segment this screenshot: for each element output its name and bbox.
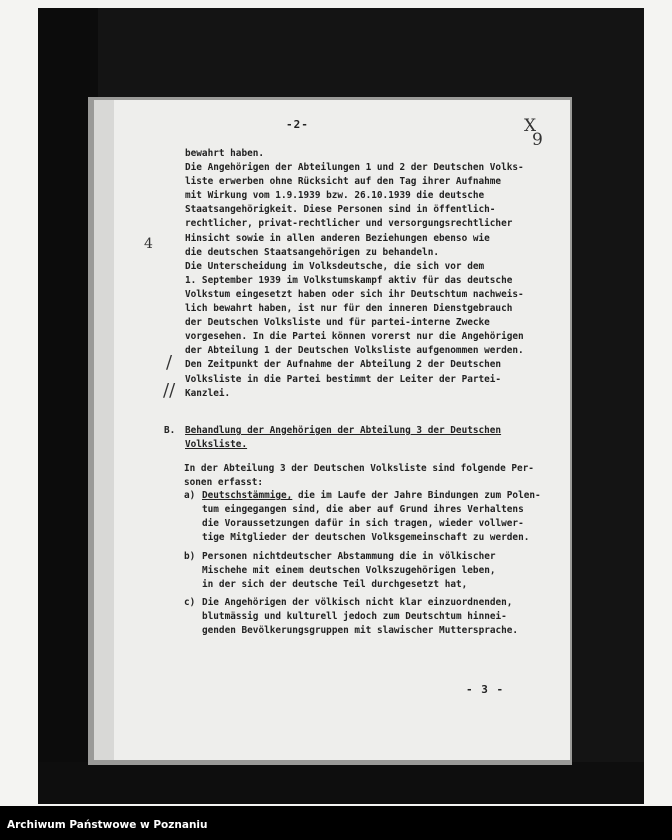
text-line: rechtlicher, privat-rechtlicher und versorgungsrechtlicher (185, 218, 513, 230)
list-item-a-text: die im Laufe der Jahre Bindungen zum Polen- tum eingegangen sind, die aber auf Grund ihres Verhaltens die Voraussetzungen dafür in sich tragen, wieder vollwer- tige Mitglieder der deutschen Volksgemeinschaft zu werden. (202, 490, 541, 544)
text-line: lich bewahrt haben, ist nur für den inneren Dienstgebrauch (185, 303, 513, 315)
list-item-a-lead: Deutschstämmige, (202, 490, 293, 501)
text-line: Den Zeitpunkt der Aufnahme der Abteilung 2 der Deutschen (185, 359, 502, 371)
text-line: vorgesehen. In die Partei können vorerst nur die Angehörigen (185, 331, 524, 343)
archive-mark-9: 9 (532, 129, 543, 150)
text-line: Die Unterscheidung im Volksdeutsche, die sich vor dem (185, 260, 485, 272)
page-number-top: -2- (286, 118, 309, 131)
archive-footer (0, 806, 672, 840)
margin-double-stroke: // (163, 380, 176, 401)
text-line: mit Wirkung vom 1.9.1939 bzw. 26.10.1939 die deutsche (185, 190, 485, 202)
archive-mark-x: X (524, 116, 537, 136)
text-line: die deutschen Staatsangehörigen zu behandeln. (185, 246, 439, 258)
section-b-label: B. (164, 425, 176, 436)
text-line: Hinsicht sowie in allen anderen Beziehungen ebenso wie (185, 232, 490, 244)
list-item-a-body (202, 489, 541, 545)
film-edge-bottom (38, 762, 644, 804)
text-line: Kanzlei. (185, 387, 231, 399)
margin-note: 4 (144, 236, 153, 252)
section-b-intro: In der Abteilung 3 der Deutschen Volksliste sind folgende Per- sonen erfasst: (184, 463, 534, 489)
text-line: Volkstum eingesetzt haben oder sich ihr Deutschtum nachweis- (185, 288, 524, 300)
list-item-c-text: Die Angehörigen der völkisch nicht klar einzuordnenden, blutmässig und kulturell jedoch zum Deutschtum hinnei- genden Bevölkerungsgruppen mit slawischer Muttersprache. (202, 597, 519, 637)
paragraph-block-1 (185, 147, 524, 401)
text-line: der Deutschen Volksliste und für partei-interne Zwecke (185, 317, 490, 329)
archive-name: Archiwum Państwowe w Poznaniu (7, 819, 208, 831)
handwritten-archive-mark (524, 116, 543, 150)
list-item-b-mark: b) (184, 551, 196, 562)
list-item-b-text: Personen nichtdeutscher Abstammung die in völkischer Mischehe mit einem deutschen Volkszugehörigen leben, in der sich der deutsche Teil durchgesetzt hat, (202, 551, 496, 591)
list-item-a-mark: a) (184, 490, 196, 501)
text-line: Staatsangehörigkeit. Diese Personen sind in öffentlich- (185, 204, 496, 216)
margin-stroke: / (166, 352, 173, 373)
text-line: bewahrt haben. (185, 148, 265, 159)
text-line: Volksliste in die Partei bestimmt der Leiter der Partei- (185, 373, 502, 385)
paper-fold (94, 100, 114, 760)
text-line: 1. September 1939 im Volkstumskampf aktiv für das deutsche (185, 274, 513, 286)
text-line: Die Angehörigen der Abteilungen 1 und 2 der Deutschen Volks- (185, 162, 524, 174)
text-line: der Abteilung 1 der Deutschen Volksliste aufgenommen werden. (185, 345, 524, 357)
page-number-bottom: - 3 - (466, 683, 505, 696)
text-line: liste erwerben ohne Rücksicht auf den Tag ihrer Aufnahme (185, 176, 502, 188)
section-b-title: Behandlung der Angehörigen der Abteilung 3 der Deutschen Volksliste. (185, 425, 502, 451)
list-item-c-mark: c) (184, 597, 196, 608)
